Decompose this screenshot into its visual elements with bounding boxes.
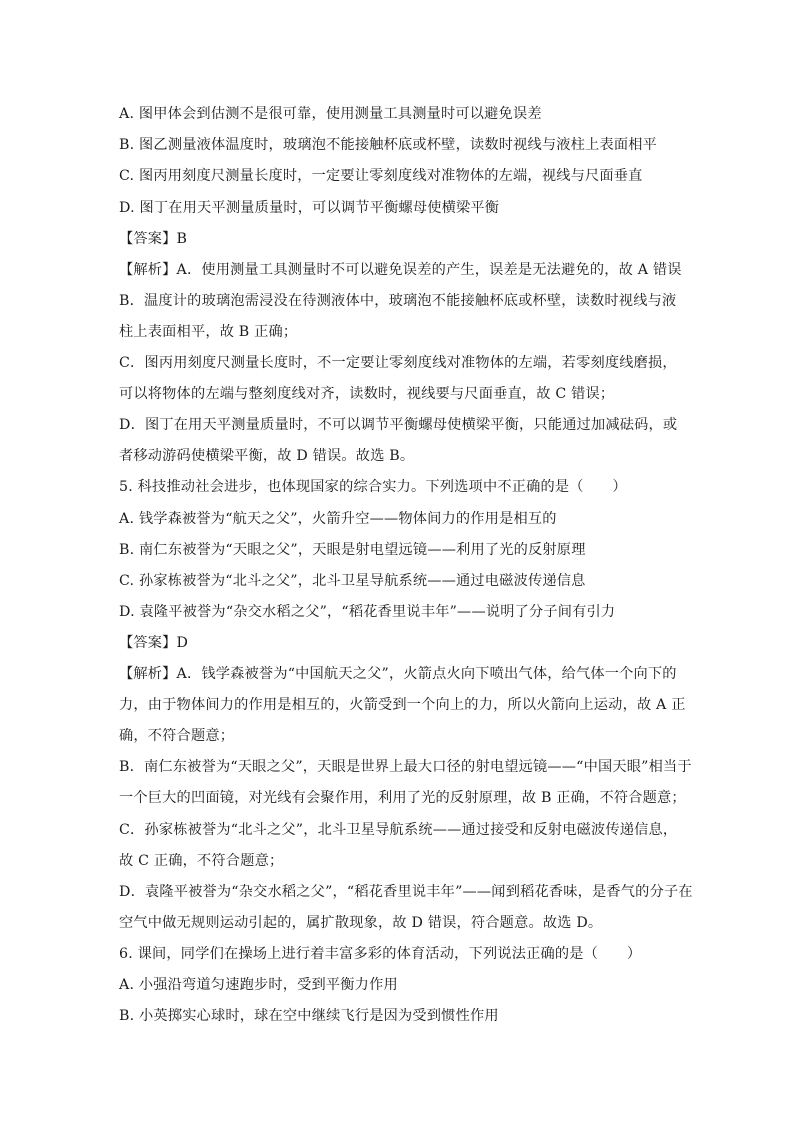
analysis-4-line: 柱上表面相平，故 B 正确； xyxy=(119,324,298,340)
option-5d: D. 袁隆平被誉为“杂交水稻之父”，“稻花香里说丰年”——说明了分子间有引力 xyxy=(119,604,616,620)
analysis-5-line: C．孙家栋被誉为“北斗之父”，北斗卫星导航系统——通过接受和反射电磁波传递信息， xyxy=(119,822,678,838)
analysis-5-line: D．袁隆平被誉为“杂交水稻之父”，“稻花香里说丰年”——闻到稻花香味，是香气的分子在 xyxy=(119,884,693,900)
analysis-4-line: D．图丁在用天平测量质量时，不可以调节平衡螺母使横梁平衡，只能通过加减砝码，或 xyxy=(119,417,678,433)
analysis-5-line: 确，不符合题意； xyxy=(119,728,235,744)
option-5c: C. 孙家栋被誉为“北斗之父”，北斗卫星导航系统——通过电磁波传递信息 xyxy=(119,573,586,589)
analysis-5-line: 故 C 正确，不符合题意； xyxy=(119,853,284,869)
answer-5: 【答案】D xyxy=(119,635,189,651)
question-6: 6. 课间，同学们在操场上进行着丰富多彩的体育活动，下列说法正确的是（ ） xyxy=(119,946,642,962)
option-4c: C. 图丙用刻度尺测量长度时，一定要让零刻度线对准物体的左端，视线与尺面垂直 xyxy=(119,168,643,184)
option-6a: A. 小强沿弯道匀速跑步时，受到平衡力作用 xyxy=(119,977,398,993)
analysis-5-line: 一个巨大的凹面镜，对光线有会聚作用，利用了光的反射原理，故 B 正确，不符合题意； xyxy=(119,790,686,806)
option-4d: D. 图丁在用天平测量质量时，可以调节平衡螺母使横梁平衡 xyxy=(119,200,500,216)
analysis-4-line: B．温度计的玻璃泡需浸没在待测液体中，玻璃泡不能接触杯底或杯壁，读数时视线与液 xyxy=(119,293,677,309)
analysis-4-line: C．图丙用刻度尺测量长度时，不一定要让零刻度线对准物体的左端，若零刻度线磨损， xyxy=(119,355,677,371)
answer-4: 【答案】B xyxy=(119,231,188,247)
analysis-5-line: 力，由于物体间力的作用是相互的，火箭受到一个向上的力，所以火箭向上运动，故 A 正 xyxy=(119,697,686,713)
analysis-5-line: B．南仁东被誉为“天眼之父”，天眼是世界上最大口径的射电望远镜——“中国天眼”相当于 xyxy=(119,759,692,775)
question-5: 5. 科技推动社会进步，也体现国家的综合实力。下列选项中不正确的是（ ） xyxy=(119,479,627,495)
option-4b: B. 图乙测量液体温度时，玻璃泡不能接触杯底或杯壁，读数时视线与液柱上表面相平 xyxy=(119,137,657,153)
option-5b: B. 南仁东被誉为“天眼之父”，天眼是射电望远镜——利用了光的反射原理 xyxy=(119,542,586,558)
analysis-5-line: 空气中做无规则运动引起的，属扩散现象，故 D 错误，符合题意。故选 D。 xyxy=(119,915,603,931)
option-4a: A. 图甲体会到估测不是很可靠，使用测量工具测量时可以避免误差 xyxy=(119,106,542,122)
option-5a: A. 钱学森被誉为“航天之父”，火箭升空——物体间力的作用是相互的 xyxy=(119,511,557,527)
analysis-4-line: 者移动游码使横梁平衡，故 D 错误。故选 B。 xyxy=(119,448,415,464)
option-6b: B. 小英掷实心球时，球在空中继续飞行是因为受到惯性作用 xyxy=(119,1008,499,1024)
analysis-4-line: 可以将物体的左端与整刻度线对齐，读数时，视线要与尺面垂直，故 C 错误； xyxy=(119,386,615,402)
analysis-4-line: 【解析】A．使用测量工具测量时不可以避免误差的产生，误差是无法避免的，故 A 错误 xyxy=(119,262,682,278)
analysis-5-line: 【解析】A．钱学森被誉为“中国航天之父”，火箭点火向下喷出气体，给气体一个向下的 xyxy=(119,666,677,682)
